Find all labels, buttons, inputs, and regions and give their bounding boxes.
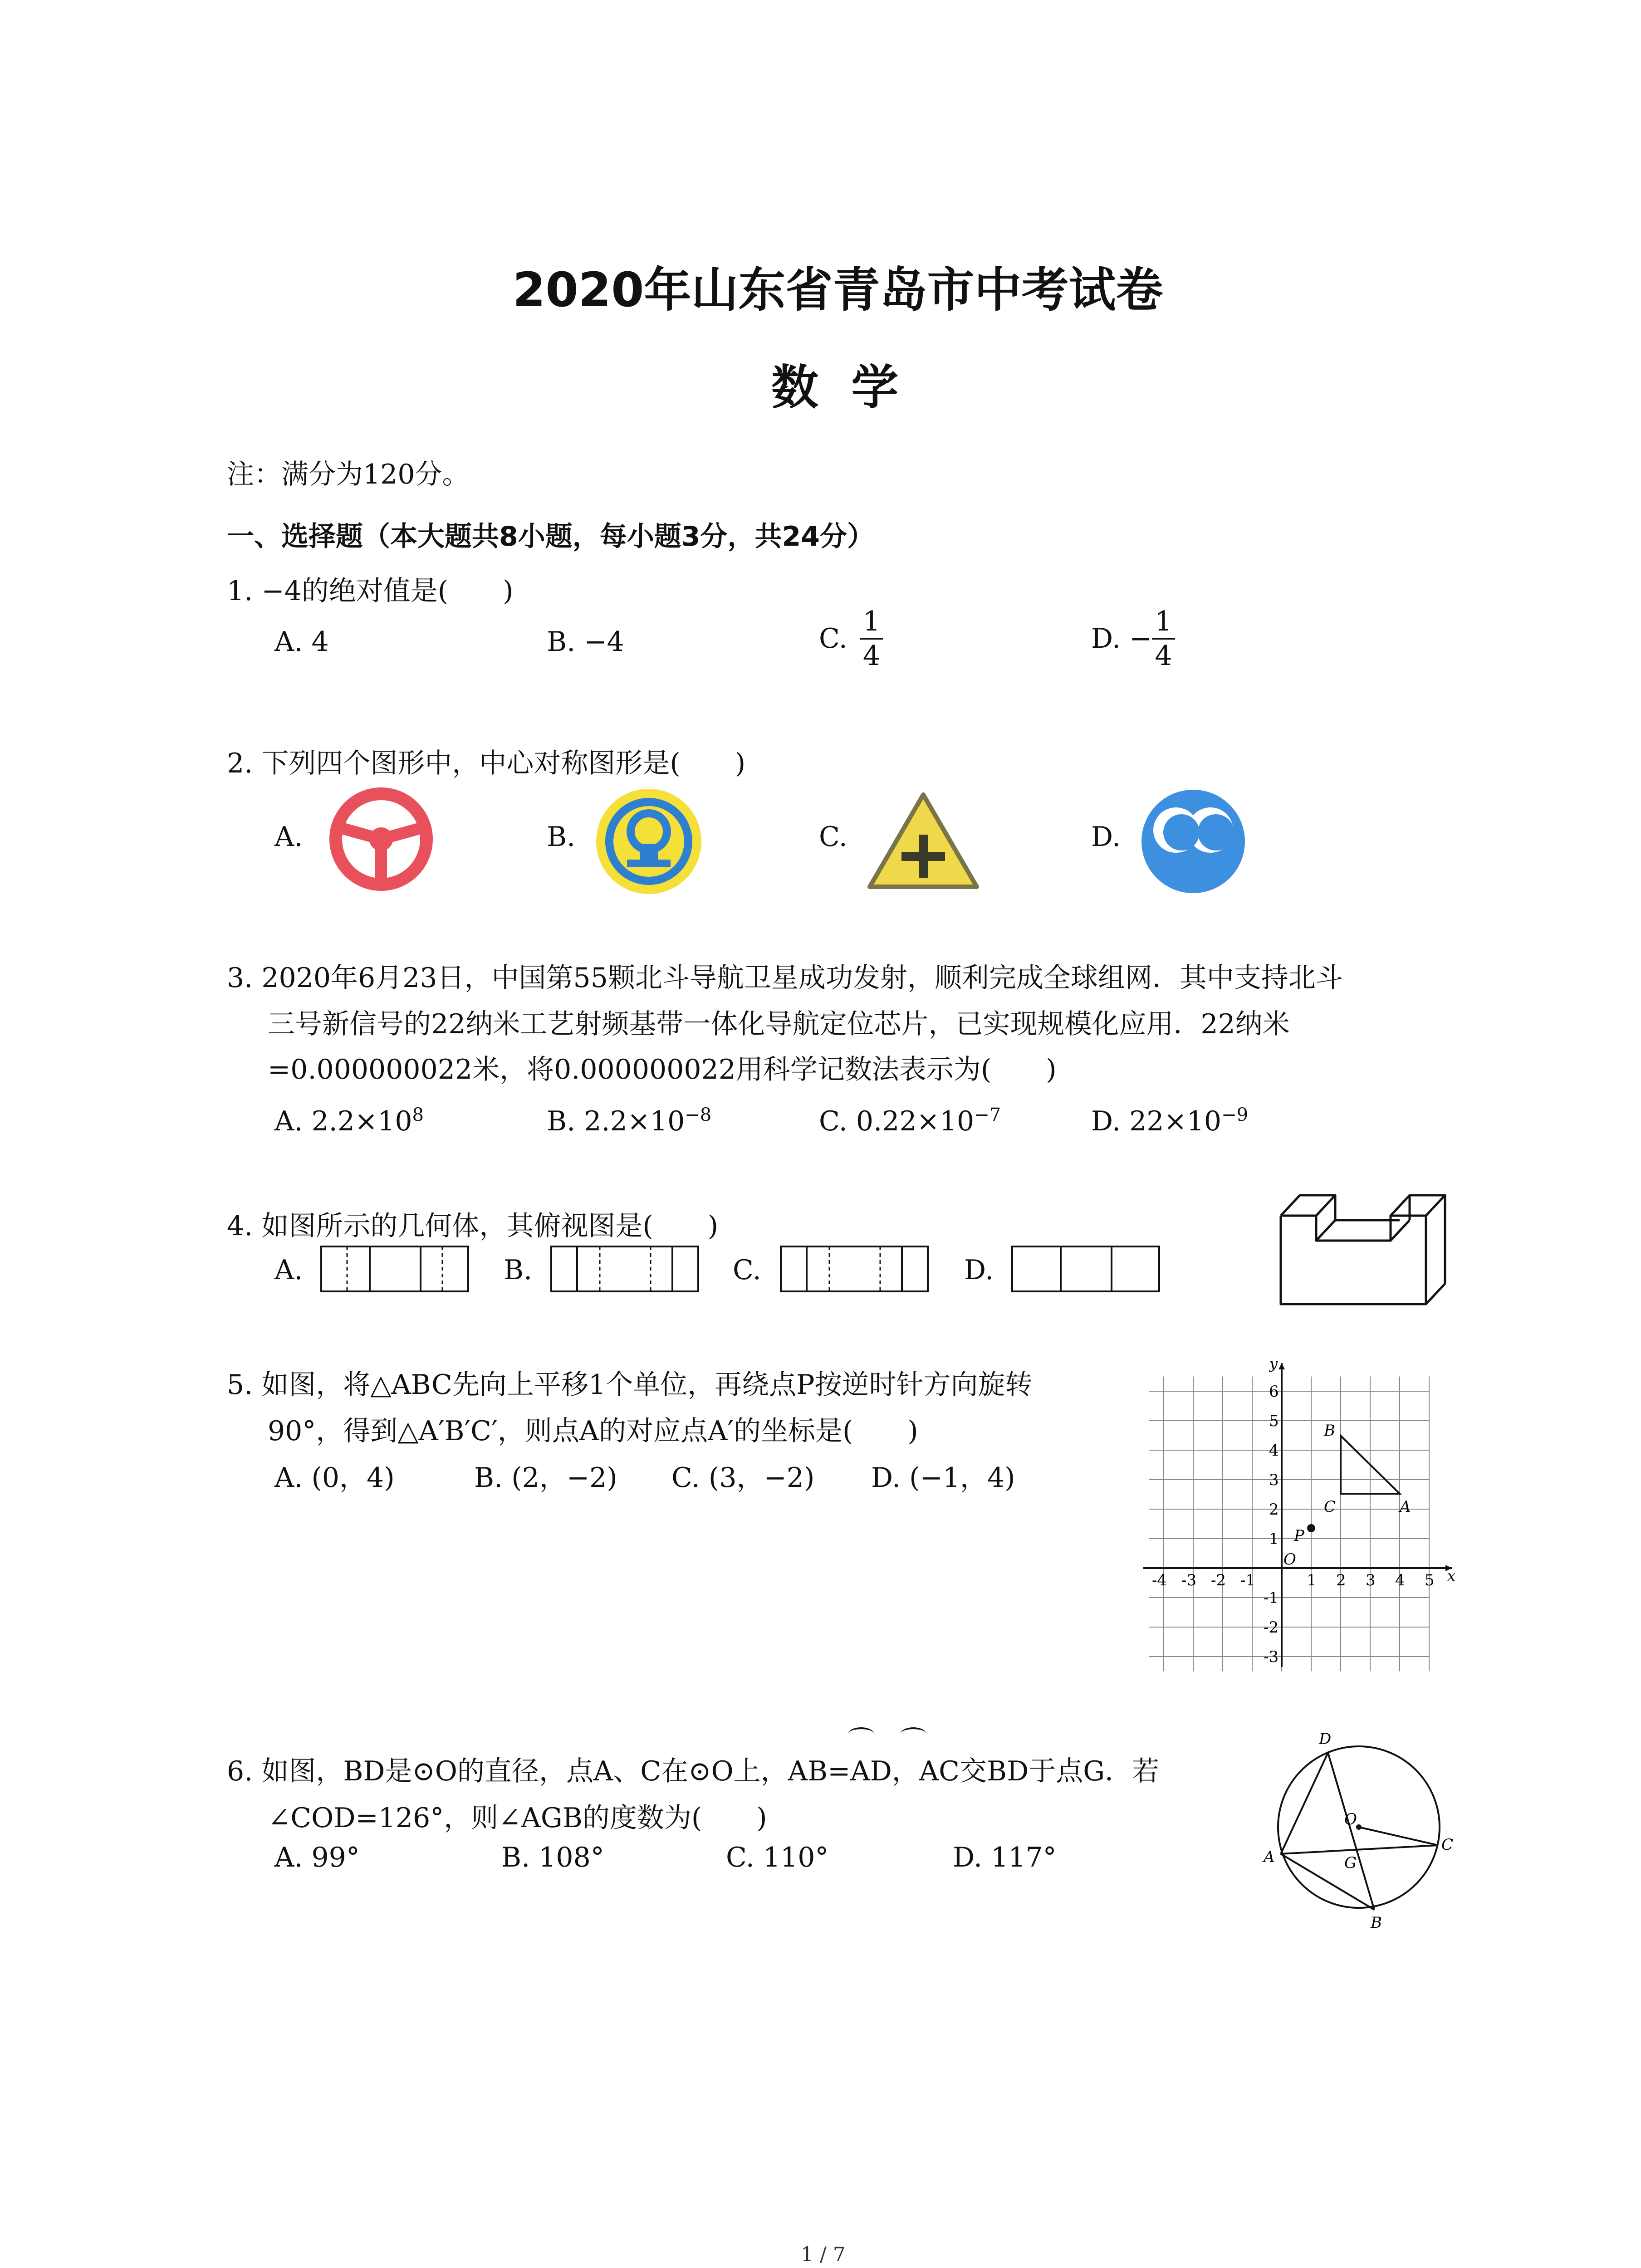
q1-stem: 1. −4的绝对值是( )	[227, 575, 514, 607]
q2-option-c: C.	[819, 821, 847, 853]
y-tick-label: -3	[1264, 1648, 1279, 1666]
option-text: D. 22×10	[1091, 1105, 1222, 1137]
q3-option-c	[819, 1105, 1001, 1137]
q5-line1-text: 5. 如图，将△ABC先向上平移1个单位，再绕点P按逆时针方向旋转	[227, 1369, 1033, 1401]
q2-option-a: A.	[274, 821, 303, 853]
exponent: −9	[1221, 1105, 1249, 1125]
q4-stem: 4. 如图所示的几何体，其俯视图是( )	[227, 1210, 719, 1242]
q5-option-b: B. (2，−2)	[474, 1462, 617, 1494]
railway-badge-icon	[594, 787, 703, 896]
q6-option-c: C. 110°	[726, 1842, 829, 1873]
note-text: 注：满分为120分。	[227, 459, 470, 490]
x-tick-label: -2	[1211, 1571, 1226, 1589]
label-p: P	[1294, 1527, 1304, 1545]
q4-solid-figure	[1277, 1191, 1450, 1309]
q5-coordinate-graph	[1134, 1354, 1461, 1672]
y-tick-label: 3	[1269, 1471, 1279, 1489]
frac-denominator: 4	[1155, 640, 1172, 672]
label-g: G	[1344, 1854, 1357, 1872]
segment-ac	[1281, 1845, 1438, 1854]
frac-denominator: 4	[862, 640, 881, 672]
q4-option-b-figure	[550, 1245, 700, 1293]
option-text: B. 2.2×10	[547, 1105, 685, 1137]
x-tick-label: 5	[1425, 1571, 1435, 1589]
option-text: C. 0.22×10	[819, 1105, 975, 1137]
section-heading: 一、选择题（本大题共8小题，每小题3分，共24分）	[227, 521, 874, 552]
x-tick-label: 1	[1307, 1571, 1317, 1589]
q3-line3: =0.000000022米，将0.000000022用科学记数法表示为( )	[268, 1054, 1057, 1085]
frac-numerator: 1	[860, 608, 883, 640]
y-tick-label: 6	[1269, 1383, 1279, 1401]
y-tick-label: -2	[1264, 1618, 1279, 1637]
q4-option-c: C.	[733, 1254, 761, 1286]
x-tick-label: 2	[1336, 1571, 1346, 1589]
q6-option-b: B. 108°	[501, 1842, 604, 1873]
q1-option-d-label: D. −	[1091, 623, 1152, 655]
arc-mark-ab	[848, 1727, 874, 1740]
x-tick-label: O	[1283, 1550, 1296, 1569]
q1-option-b: B. −4	[547, 626, 624, 658]
q3-option-d	[1091, 1105, 1248, 1137]
y-tick-label: 4	[1269, 1442, 1279, 1460]
arc-mark-ad	[901, 1727, 926, 1740]
label-b: B	[1371, 1914, 1382, 1932]
q6-option-d: D. 117°	[953, 1842, 1057, 1873]
q3-line1: 3. 2020年6月23日，中国第55颗北斗导航卫星成功发射，顺利完成全球组网．其中支持北斗	[227, 962, 1343, 994]
label-d: D	[1319, 1730, 1332, 1748]
point-p	[1307, 1524, 1315, 1532]
q1-option-d	[1091, 608, 1175, 670]
y-axis-arrow	[1279, 1363, 1285, 1369]
label-b: B	[1324, 1422, 1335, 1440]
exponent: 8	[412, 1105, 424, 1125]
q5-line2: 90°，得到△A′B′C′，则点A的对应点A′的坐标是( )	[268, 1415, 918, 1447]
q3-option-a	[274, 1105, 424, 1137]
q2-option-d: D.	[1091, 821, 1121, 853]
warning-triangle-icon	[864, 789, 982, 894]
x-tick-label: -1	[1240, 1571, 1256, 1589]
q4-option-b: B.	[504, 1254, 533, 1286]
yin-yang-like-icon	[1139, 787, 1248, 896]
y-axis-label: y	[1269, 1355, 1278, 1372]
q5-line1	[227, 1363, 1032, 1402]
q3-line2: 三号新信号的22纳米工艺射频基带一体化导航定位芯片，已实现规模化应用．22纳米	[268, 1008, 1290, 1040]
label-c: C	[1324, 1498, 1336, 1516]
q4-option-a-figure	[320, 1245, 470, 1293]
q3-option-b	[547, 1105, 711, 1137]
y-tick-label: 1	[1269, 1530, 1279, 1548]
y-tick-label: 5	[1269, 1412, 1279, 1430]
q5-option-c: C. (3，−2)	[671, 1462, 815, 1494]
q2-option-b: B.	[547, 821, 576, 853]
q1-option-c-label: C.	[819, 623, 847, 655]
x-tick-label: -3	[1181, 1571, 1197, 1589]
label-c: C	[1441, 1836, 1454, 1854]
option-text: A. 2.2×10	[274, 1105, 412, 1137]
y-tick-label: -1	[1264, 1589, 1279, 1607]
q4-option-a: A.	[274, 1254, 303, 1286]
q4-option-d-figure	[1011, 1245, 1161, 1293]
grid-lines	[1149, 1377, 1430, 1672]
exponent: −7	[974, 1105, 1001, 1125]
q2-stem: 2. 下列四个图形中，中心对称图形是( )	[227, 748, 746, 779]
q1-option-c	[819, 608, 883, 670]
y-tick-label: 2	[1269, 1501, 1279, 1519]
x-tick-label: 4	[1395, 1571, 1405, 1589]
q4-option-d: D.	[964, 1254, 994, 1286]
segment-oc	[1359, 1827, 1438, 1845]
q5-option-d: D. (−1，4)	[871, 1462, 1015, 1494]
x-tick-label: 3	[1366, 1571, 1376, 1589]
q1-option-d-fraction	[1152, 608, 1175, 670]
subject-title: 数 学	[771, 360, 899, 415]
steering-wheel-icon	[327, 785, 436, 894]
q6-circle-figure	[1259, 1724, 1459, 1932]
label-a: A	[1264, 1848, 1275, 1866]
page-title: 2020年山东省青岛市中考试卷	[513, 262, 1163, 318]
x-axis-label: x	[1447, 1567, 1456, 1584]
q1-option-c-fraction	[860, 608, 883, 670]
q1-option-a: A. 4	[274, 626, 329, 658]
label-a: A	[1400, 1498, 1411, 1516]
page-number: 1 / 7	[801, 2243, 846, 2266]
q6-line1: 6. 如图，BD是⊙O的直径，点A、C在⊙O上，AB=AD，AC交BD于点G．若	[227, 1755, 1160, 1787]
q6-option-a: A. 99°	[274, 1842, 360, 1873]
label-o: O	[1344, 1810, 1357, 1828]
q6-line2: ∠COD=126°，则∠AGB的度数为( )	[268, 1802, 767, 1834]
exponent: −8	[685, 1105, 712, 1125]
q4-option-c-figure	[779, 1245, 929, 1293]
frac-numerator: 1	[1152, 608, 1175, 640]
q5-option-a: A. (0，4)	[274, 1462, 395, 1494]
x-tick-label: -4	[1152, 1571, 1167, 1589]
